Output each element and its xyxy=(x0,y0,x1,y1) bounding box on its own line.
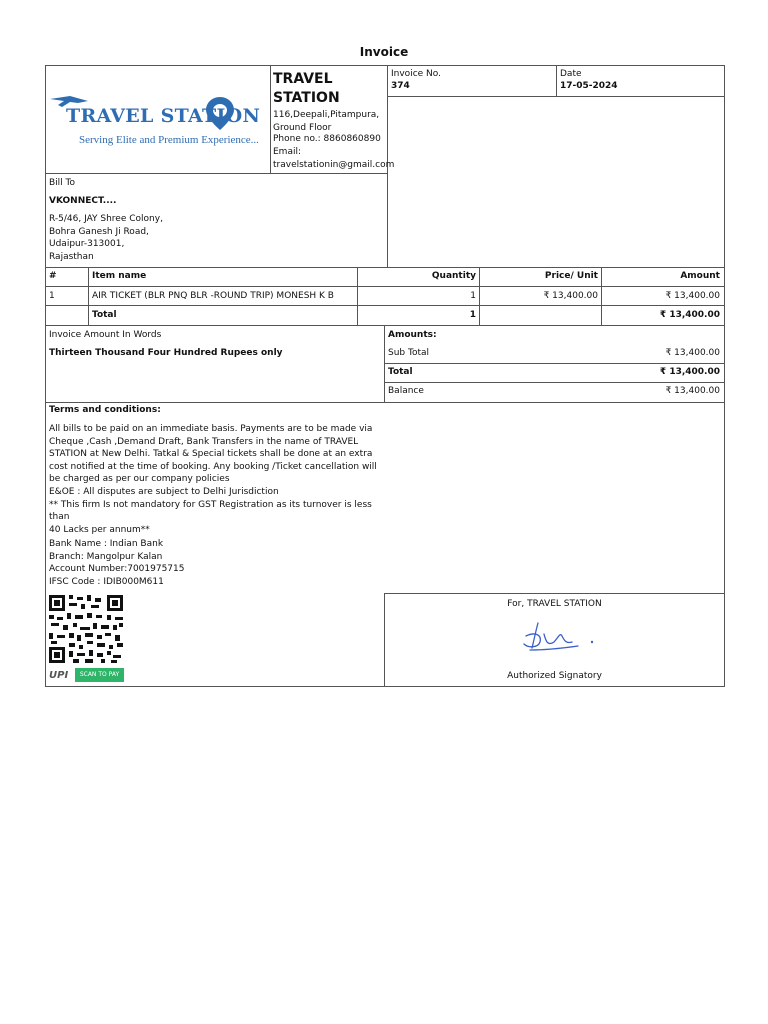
balance-label: Balance xyxy=(388,386,424,396)
invoice-date: 17-05-2024 xyxy=(560,81,618,91)
page-title: Invoice xyxy=(359,45,409,59)
company-phone: Phone no.: 8860860890 xyxy=(273,134,381,144)
total-value: ₹ 13,400.00 xyxy=(659,367,720,377)
terms-label: Terms and conditions: xyxy=(49,405,161,415)
divider xyxy=(88,267,89,325)
qr-code-icon[interactable] xyxy=(49,595,123,663)
bill-to-name: VKONNECT.... xyxy=(49,196,117,206)
company-logo xyxy=(48,93,270,153)
divider xyxy=(45,286,725,287)
divider xyxy=(384,593,725,594)
subtotal-label: Sub Total xyxy=(388,348,430,358)
amounts-label: Amounts: xyxy=(388,330,437,340)
table-total-quantity: 1 xyxy=(469,310,476,320)
divider xyxy=(45,173,388,174)
divider xyxy=(45,305,725,306)
amount-in-words-label: Invoice Amount In Words xyxy=(49,330,162,340)
bill-to-address: R-5/46, JAY Shree Colony, Bohra Ganesh Ji Road, Udaipur-313001, Rajasthan xyxy=(49,214,163,262)
col-header-item-name: Item name xyxy=(92,271,147,281)
invoice-date-label: Date xyxy=(560,69,582,79)
divider xyxy=(45,402,725,403)
balance-value: ₹ 13,400.00 xyxy=(665,386,720,396)
row-item-name: AIR TICKET (BLR PNQ BLR -ROUND TRIP) MONESH K B xyxy=(92,291,334,301)
invoice-number: 374 xyxy=(391,81,410,91)
table-total-label: Total xyxy=(92,310,117,320)
col-header-price: Price/ Unit xyxy=(544,271,598,281)
divider xyxy=(270,65,271,174)
subtotal-value: ₹ 13,400.00 xyxy=(665,348,720,358)
company-name: TRAVEL STATION xyxy=(273,71,340,106)
terms-body: All bills to be paid on an immediate basis. Payments are to be made via Cheque ,Cash ,Demand Draft, Bank Transfers in the name of TRAVEL STATION at New Delhi. Tatkal & Special tickets shall be done at an extra cost notified at the time of booking. Any booking /Ticket cancellation will be charged as per our company policies E&OE : All disputes are subject to Delhi Jurisdiction ** This firm Is not mandatory for GST Registration as its turnover is less than 40 Lacks per annum** xyxy=(49,424,377,535)
total-label: Total xyxy=(388,367,413,377)
authorized-signatory-label: Authorized Signatory xyxy=(507,671,602,681)
divider xyxy=(384,382,725,383)
divider xyxy=(387,96,725,97)
logo-tagline: Serving Elite and Premium Experience... xyxy=(79,134,259,146)
row-amount: ₹ 13,400.00 xyxy=(665,291,720,301)
for-company-label: For, TRAVEL STATION xyxy=(507,599,602,609)
invoice-number-label: Invoice No. xyxy=(391,69,441,79)
upi-logo: UPI xyxy=(49,670,69,681)
col-header-num: # xyxy=(49,271,57,281)
divider xyxy=(45,267,725,268)
col-header-quantity: Quantity xyxy=(431,271,476,281)
bill-to-label: Bill To xyxy=(49,178,76,188)
signature xyxy=(520,620,600,656)
row-num: 1 xyxy=(49,291,55,301)
divider xyxy=(556,65,557,97)
col-header-amount: Amount xyxy=(680,271,720,281)
company-address: 116,Deepali,Pitampura, Ground Floor xyxy=(273,110,380,133)
divider xyxy=(45,325,725,326)
amount-in-words: Thirteen Thousand Four Hundred Rupees only xyxy=(49,348,283,358)
scan-to-pay-badge[interactable]: SCAN TO PAY xyxy=(75,668,124,682)
divider xyxy=(384,363,725,364)
company-email: Email: travelstationin@gmail.com xyxy=(273,147,395,170)
logo-text: TRAVEL STATION xyxy=(66,105,261,127)
row-price: ₹ 13,400.00 xyxy=(543,291,598,301)
row-quantity: 1 xyxy=(470,291,476,301)
bank-details: Bank Name : Indian Bank Branch: Mangolpur Kalan Account Number:7001975715 IFSC Code : IDIB000M611 xyxy=(49,539,185,587)
table-total-amount: ₹ 13,400.00 xyxy=(659,310,720,320)
